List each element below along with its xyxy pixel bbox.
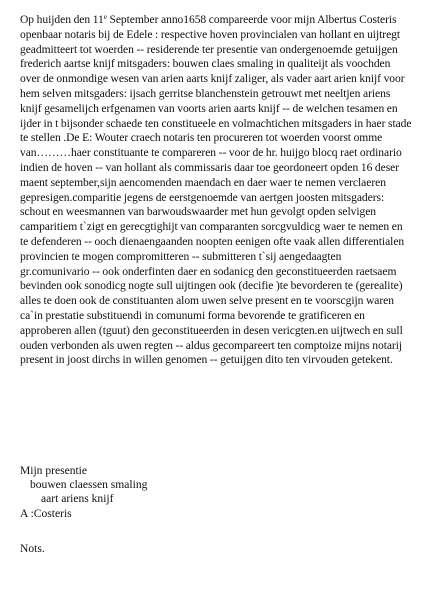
notary-abbreviation: Nots. xyxy=(20,543,45,555)
signature-block xyxy=(20,464,147,521)
ordinal-superscript: e xyxy=(103,13,107,21)
signatory-bouwen-claessen-smaling: bouwen claessen smaling xyxy=(30,479,148,492)
notary-signature-costeris: A :Costeris xyxy=(20,507,72,520)
deed-paragraph xyxy=(20,13,412,368)
deed-main-text: September anno1658 compareerde voor mijn Albertus Costeris openbaar notaris bij de Edele : respective hoven provincialen van hollant en uijtregt geadmitteert tot woerden -- residerende ter presentie van ondergenoemde getuijgen frederich aartse knijf mitsgaders: bouwen claes smaling in qualiteijt als voochden over de onmondige wesen van arien aarts knijf zaliger, als vader aart arien knijf voor hem selven mitsgaders: ijsach gerritse blanchenstein getrouwt met neeltjen ariens knijf gesamelijch erfgenamen van voorts arien aarts knijf -- de welchen tesamen en ijder in t bijsonder schaede ten constitueele en volmachtichen mitsgaders in haer stade te stellen .De E: Wouter craech notaris ten procureren tot woerden voorst omme van………haer constituante te compareren -- voor de hr. huijgo blocq raet ordinario indien de hoven -- van hollant als commissaris daar toe geordoneert opden 16 deser maent september,sijn aencomenden maendach en daer waer te nemen verclaeren gepresigen.comparitie jegens de eerstgenoemde van aertgen joosten mitsgaders: schout en weesmannen van barwoudswaarder met hun gevolgt opden selvigen camparitiem t`zigt en gerecgtighijt van comparanten sorcgvuldicg waer te nemen en te defenderen -- ooch dienaengaanden noopten eenigen ofte vaak allen differentialen provincien te mogen compromitteren -- submitteren t`sij aengedaagten gr.comunivario -- ook onderfinten daer en sodanicg den geconstitueerden raetsaem bevinden ook sonodicg nogte sull uijtingen ook (decifie )te bevorderen te (gerealite) alles te doen ook de constituanten alom uwen selve present en te voorscgijn waren ca`in prestatie substituendi in comunumi forma bevorende te gratificeren en approberen allen (tguut) den geconstitueerden in desen vericgten.en uijtwech en sull ouden verbonden als uwen regten -- aldus gecompareert ten comptoize mijns notarij present in joost dirchs in willen genomen -- getuijgen dito ten virvouden getekent. xyxy=(20,14,412,367)
deed-body-text xyxy=(20,13,412,368)
signatory-aart-ariens-knijf: aart ariens knijf xyxy=(41,493,114,506)
presence-line: Mijn presentie xyxy=(20,465,88,477)
deed-opening-prefix: Op huijden den 11 xyxy=(20,14,104,26)
